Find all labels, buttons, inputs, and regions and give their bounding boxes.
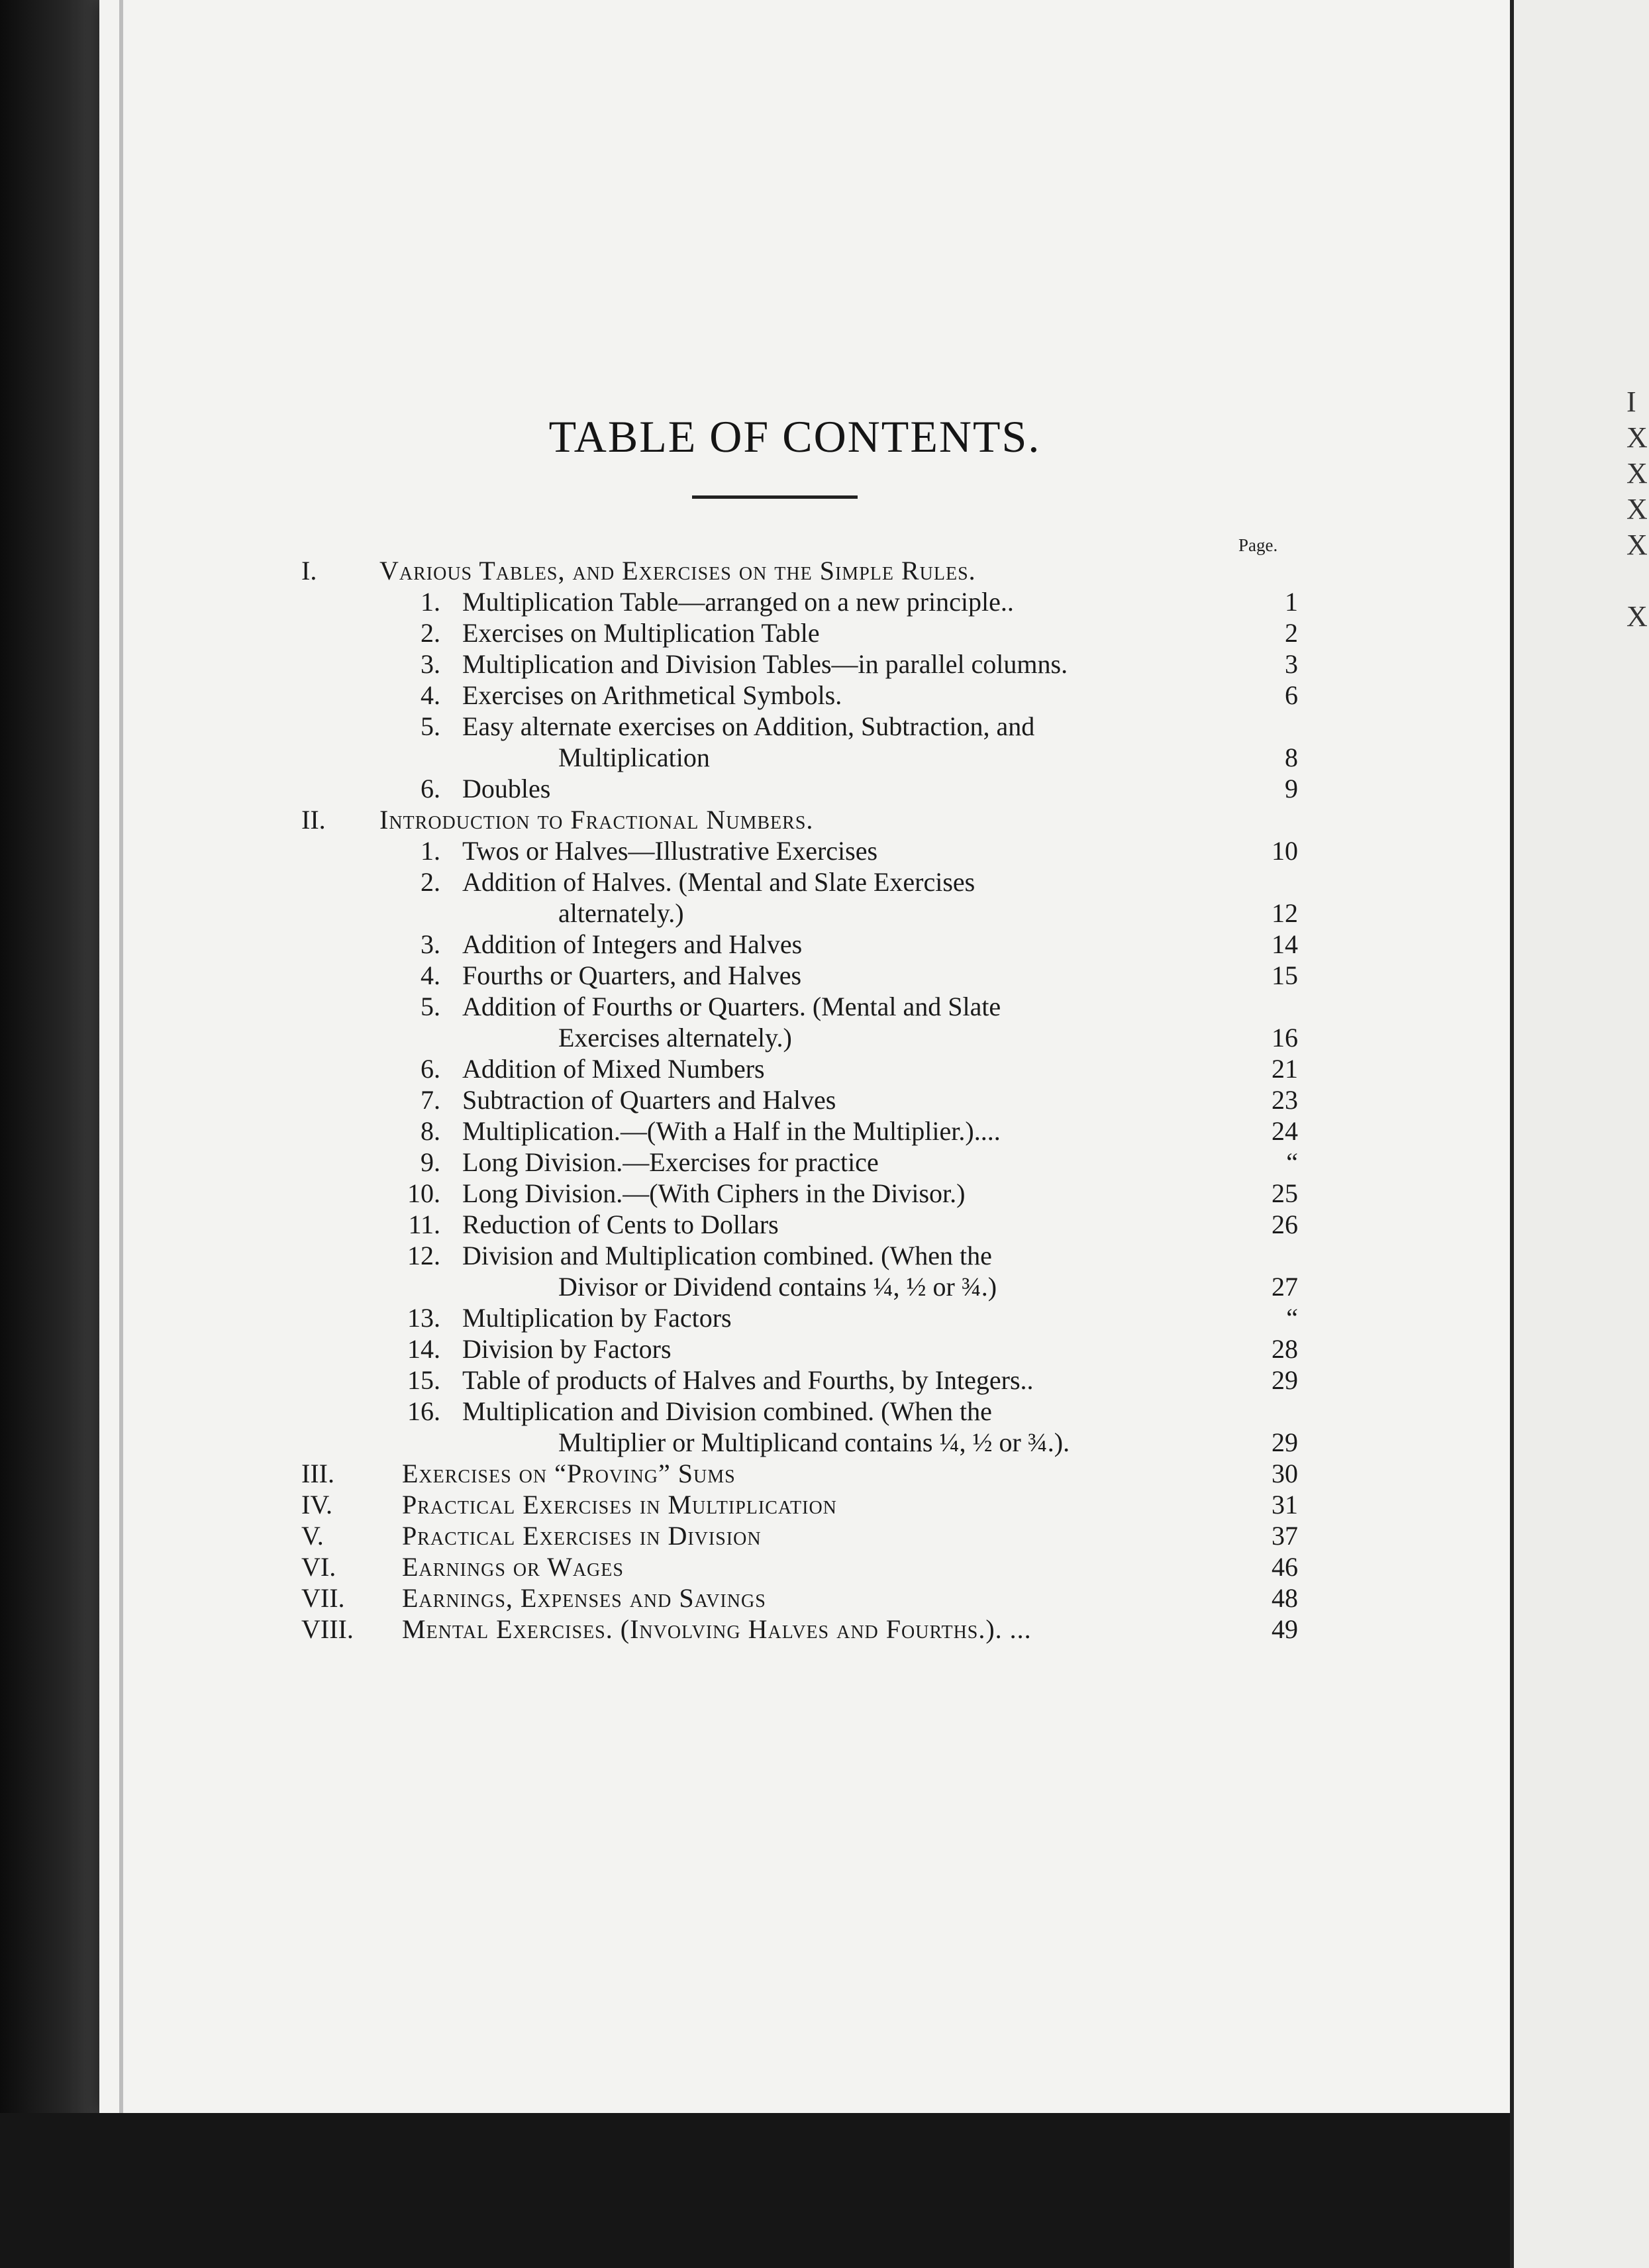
entry-page: 15 <box>1272 960 1298 990</box>
toc-entry <box>301 1115 1298 1147</box>
toc-entry-continuation <box>301 742 1298 773</box>
entry-number: 13. <box>407 1303 440 1333</box>
scan-bottom-margin <box>0 2113 1510 2268</box>
toc-entry-continuation <box>301 1427 1298 1458</box>
entry-number: 5. <box>421 992 440 1021</box>
entry-title: Long Division.—Exercises for practice <box>462 1147 879 1177</box>
chapter-number: VIII. <box>301 1614 354 1644</box>
toc-entry <box>301 711 1298 742</box>
chapter-number: V. <box>301 1521 324 1551</box>
chapter-title: Earnings, Expenses and Savings <box>402 1583 766 1613</box>
section-number: II. <box>301 805 326 835</box>
toc-entry <box>301 835 1298 866</box>
toc-entry <box>301 929 1298 960</box>
entry-title: Addition of Mixed Numbers <box>462 1054 765 1084</box>
entry-page: 2 <box>1285 618 1298 648</box>
entry-title: Easy alternate exercises on Addition, Subtraction, and <box>462 711 1035 741</box>
entry-title: Exercises on Multiplication Table <box>462 618 820 648</box>
entry-title: Addition of Halves. (Mental and Slate Exercises <box>462 867 975 897</box>
entry-title: Reduction of Cents to Dollars <box>462 1210 779 1239</box>
entry-page: 28 <box>1272 1334 1298 1364</box>
entry-title: Multiplication and Division combined. (When the <box>462 1396 992 1426</box>
entry-title: Multiplication.—(With a Half in the Multiplier.).... <box>462 1116 1001 1146</box>
toc-section-heading <box>301 555 1298 586</box>
toc-entry <box>301 617 1298 648</box>
entry-title: Long Division.—(With Ciphers in the Divisor.) <box>462 1178 966 1208</box>
chapter-title: Practical Exercises in Division <box>402 1521 762 1551</box>
entry-page: 6 <box>1285 680 1298 710</box>
entry-title: Fourths or Quarters, and Halves <box>462 960 802 990</box>
entry-number: 8. <box>421 1116 440 1146</box>
toc-entry <box>301 1365 1298 1396</box>
entry-page: 29 <box>1272 1427 1298 1457</box>
entry-number: 3. <box>421 649 440 679</box>
entry-title: Addition of Fourths or Quarters. (Mental and Slate <box>462 992 1001 1021</box>
toc-entry <box>301 586 1298 617</box>
toc-chapter <box>301 1520 1298 1551</box>
entry-page: 23 <box>1272 1085 1298 1115</box>
toc-entry <box>301 1053 1298 1084</box>
entry-title: Doubles <box>462 774 551 803</box>
entry-page: 3 <box>1285 649 1298 679</box>
entry-page: “ <box>1286 1147 1298 1177</box>
entry-page: 12 <box>1272 898 1298 928</box>
toc-entry <box>301 773 1298 804</box>
entry-number: 4. <box>421 960 440 990</box>
entry-page: 14 <box>1272 929 1298 959</box>
chapter-title: Practical Exercises in Multiplication <box>402 1490 837 1520</box>
section-number: I. <box>301 556 317 586</box>
chapter-page: 49 <box>1272 1614 1298 1644</box>
entry-number: 3. <box>421 929 440 959</box>
entry-number: 1. <box>421 587 440 617</box>
chapter-number: VII. <box>301 1583 345 1613</box>
toc-entry <box>301 1084 1298 1115</box>
chapter-number: III. <box>301 1459 334 1488</box>
toc-section-heading <box>301 804 1298 835</box>
entry-number: 10. <box>407 1178 440 1208</box>
chapter-number: IV. <box>301 1490 333 1520</box>
toc-entry <box>301 648 1298 680</box>
chapter-page: 37 <box>1272 1521 1298 1551</box>
entry-page: 24 <box>1272 1116 1298 1146</box>
toc-entry <box>301 1178 1298 1209</box>
title-divider <box>692 495 858 499</box>
toc-entry-continuation <box>301 1271 1298 1302</box>
entry-number: 14. <box>407 1334 440 1364</box>
page-binding-line <box>119 0 123 2113</box>
entry-title: Multiplier or Multiplicand contains ¼, ½ or ¾.). <box>558 1427 1070 1457</box>
entry-title: Multiplication by Factors <box>462 1303 732 1333</box>
section-title: Various Tables, and Exercises on the Simple Rules. <box>379 556 976 586</box>
entry-number: 12. <box>407 1241 440 1270</box>
toc-entry <box>301 1147 1298 1178</box>
entry-page: 21 <box>1272 1054 1298 1084</box>
entry-page: “ <box>1286 1303 1298 1333</box>
page-title: TABLE OF CONTENTS. <box>548 411 1041 462</box>
chapter-page: 30 <box>1272 1459 1298 1488</box>
entry-title: Divisor or Dividend contains ¼, ½ or ¾.) <box>558 1272 997 1302</box>
chapter-title: Exercises on “Proving” Sums <box>402 1459 736 1488</box>
entry-number: 9. <box>421 1147 440 1177</box>
entry-title: Subtraction of Quarters and Halves <box>462 1085 836 1115</box>
entry-number: 2. <box>421 618 440 648</box>
toc-entry <box>301 960 1298 991</box>
page-column-heading: Page. <box>1238 535 1278 555</box>
entry-number: 15. <box>407 1365 440 1395</box>
toc-entry <box>301 866 1298 898</box>
entry-page: 9 <box>1285 774 1298 803</box>
entry-number: 6. <box>421 1054 440 1084</box>
entry-title: Exercises on Arithmetical Symbols. <box>462 680 842 710</box>
chapter-page: 48 <box>1272 1583 1298 1613</box>
entry-page: 16 <box>1272 1023 1298 1053</box>
entry-page: 1 <box>1285 587 1298 617</box>
toc-entry-continuation <box>301 898 1298 929</box>
entry-number: 5. <box>421 711 440 741</box>
entry-title: Twos or Halves—Illustrative Exercises <box>462 836 878 866</box>
toc-entry <box>301 1302 1298 1333</box>
section-title: Introduction to Fractional Numbers. <box>379 805 814 835</box>
entry-number: 11. <box>408 1210 440 1239</box>
chapter-number: VI. <box>301 1552 336 1582</box>
entry-title: Multiplication and Division Tables—in parallel columns. <box>462 649 1068 679</box>
entry-title: Multiplication Table—arranged on a new principle.. <box>462 587 1014 617</box>
chapter-page: 31 <box>1272 1490 1298 1520</box>
toc-entry <box>301 1333 1298 1365</box>
entry-number: 6. <box>421 774 440 803</box>
entry-page: 27 <box>1272 1272 1298 1302</box>
entry-title: Table of products of Halves and Fourths, by Integers.. <box>462 1365 1034 1395</box>
toc-entry <box>301 991 1298 1022</box>
entry-title: Addition of Integers and Halves <box>462 929 803 959</box>
chapter-title: Mental Exercises. (Involving Halves and Fourths.). ... <box>402 1614 1032 1644</box>
entry-title: Division by Factors <box>462 1334 672 1364</box>
entry-number: 4. <box>421 680 440 710</box>
toc-entry <box>301 1240 1298 1271</box>
toc-entry <box>301 1396 1298 1427</box>
entry-number: 16. <box>407 1396 440 1426</box>
entry-page: 25 <box>1272 1178 1298 1208</box>
entry-page: 26 <box>1272 1210 1298 1239</box>
chapter-title: Earnings or Wages <box>402 1552 624 1582</box>
entry-page: 8 <box>1285 743 1298 772</box>
entry-title: alternately.) <box>558 898 684 928</box>
adjacent-page-strip <box>1510 0 1649 2268</box>
entry-number: 7. <box>421 1085 440 1115</box>
entry-title: Exercises alternately.) <box>558 1023 792 1053</box>
table-of-contents <box>301 555 1298 1645</box>
toc-chapter <box>301 1551 1298 1582</box>
toc-chapter <box>301 1614 1298 1645</box>
entry-title: Division and Multiplication combined. (When the <box>462 1241 992 1270</box>
toc-entry <box>301 680 1298 711</box>
adjacent-page-edge-glyphs: I X X X X X <box>1626 386 1648 633</box>
entry-page: 10 <box>1272 836 1298 866</box>
chapter-page: 46 <box>1272 1552 1298 1582</box>
toc-chapter <box>301 1582 1298 1614</box>
toc-entry <box>301 1209 1298 1240</box>
entry-page: 29 <box>1272 1365 1298 1395</box>
toc-chapter <box>301 1458 1298 1489</box>
entry-title: Multiplication <box>558 743 710 772</box>
toc-entry-continuation <box>301 1022 1298 1053</box>
entry-number: 1. <box>421 836 440 866</box>
entry-number: 2. <box>421 867 440 897</box>
toc-chapter <box>301 1489 1298 1520</box>
